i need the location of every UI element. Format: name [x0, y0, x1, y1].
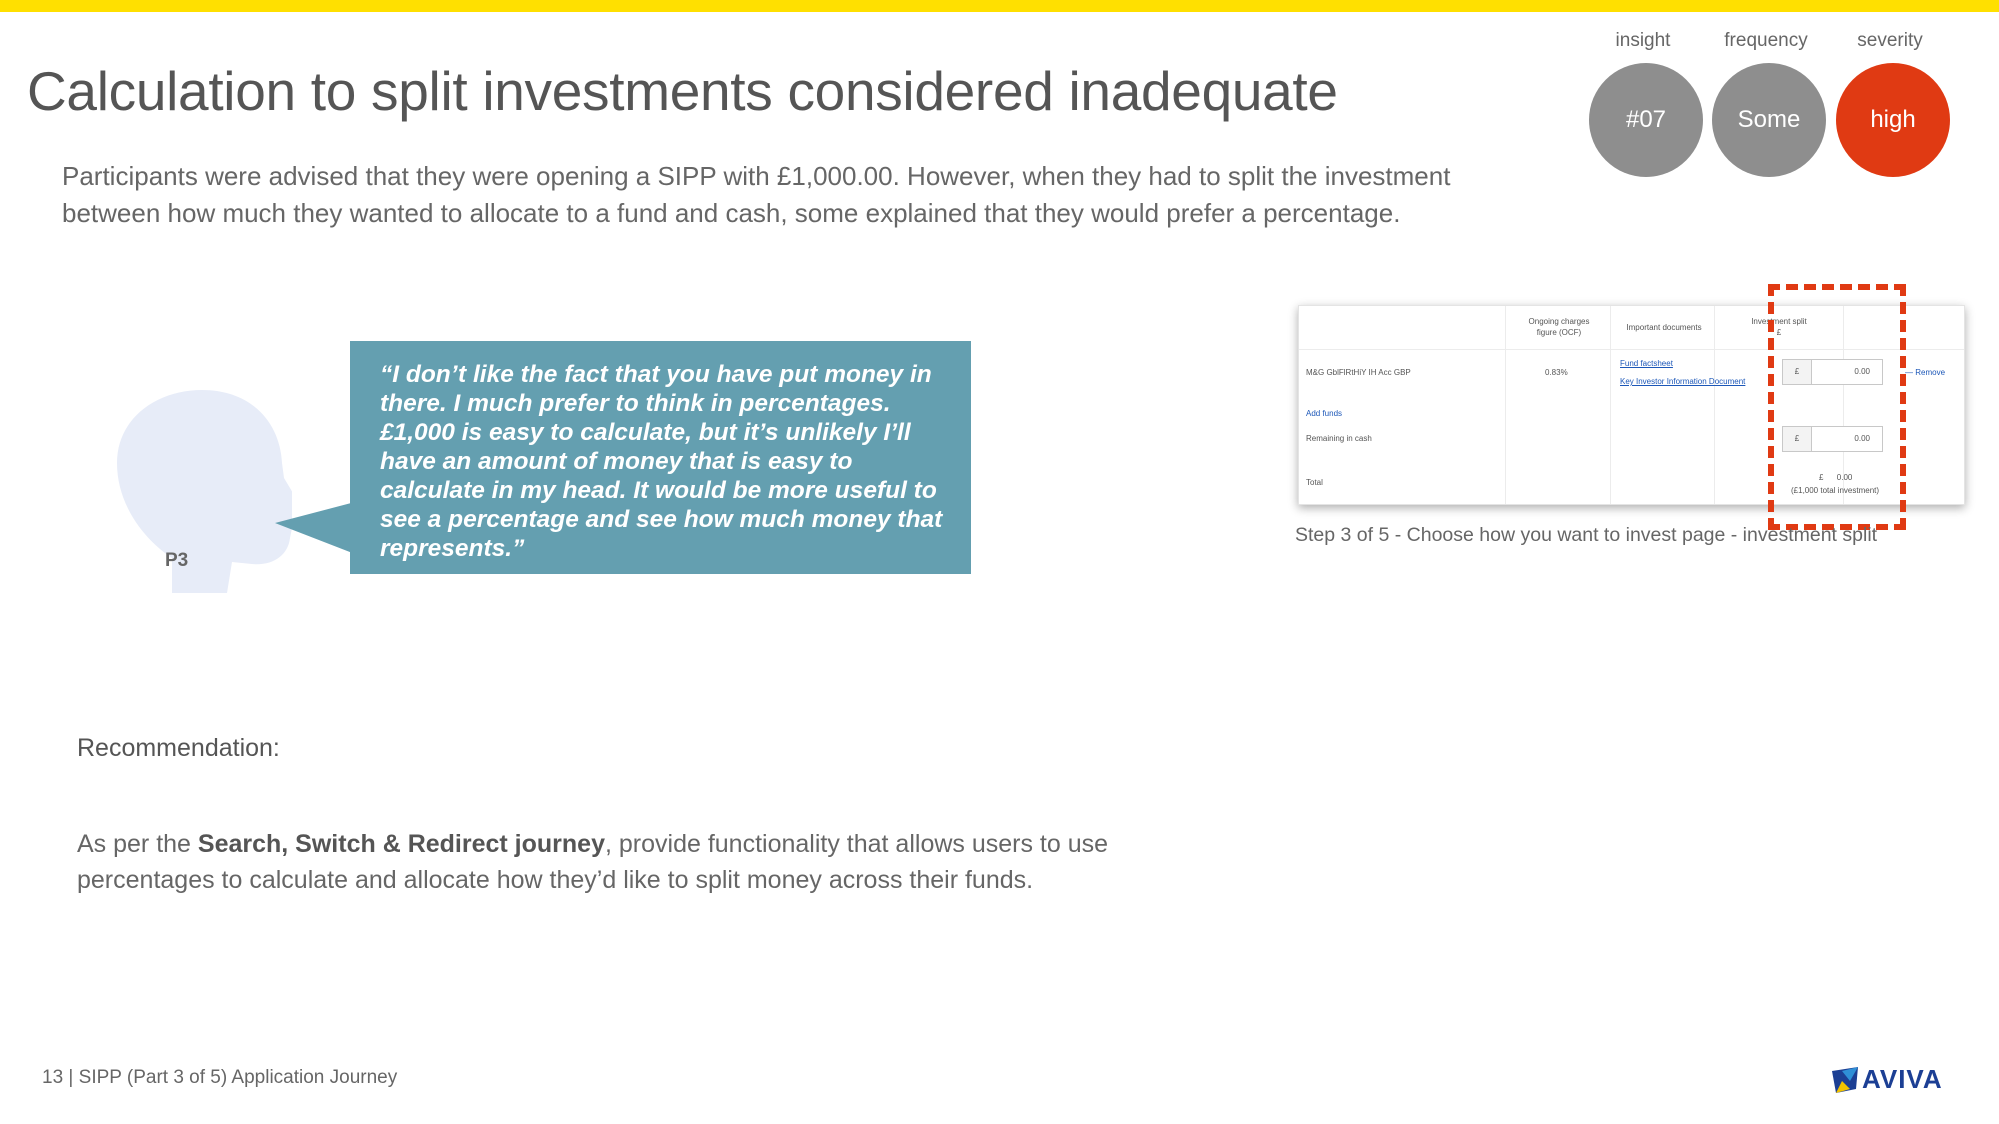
recommendation-prefix: As per the — [77, 830, 198, 858]
insight-value: #07 — [1625, 106, 1667, 133]
fund-factsheet-link[interactable]: Fund factsheet — [1620, 359, 1673, 368]
header-split-label: Investment split — [1751, 317, 1807, 326]
header-split-unit: £ — [1776, 328, 1782, 337]
page-number: 13 — [42, 1067, 64, 1088]
logo-text: AVIVA — [1862, 1064, 1943, 1094]
footer-separator: | — [68, 1067, 74, 1088]
severity-badge — [1836, 63, 1950, 177]
fund-amount-value: 0.00 — [1854, 367, 1870, 376]
total-note: (£1,000 total investment) — [1791, 486, 1880, 495]
recommendation-label: Recommendation: — [77, 734, 280, 762]
aviva-logo — [1832, 1064, 1943, 1095]
header-documents: Important documents — [1626, 323, 1702, 332]
remaining-cash-value: 0.00 — [1854, 434, 1870, 443]
participant-quote: “I don’t like the fact that you have put money in there. I much prefer to think in percentages. £1,000 is easy to calculate, but it’s unlikely I’ll have an amount of money that is easy to calculate in my head. It would be more useful to see a percentage and see how much money that represents.” — [380, 361, 943, 562]
frequency-badge — [1712, 63, 1826, 177]
page-title: Calculation to split investments considered inadequate — [27, 59, 1338, 122]
recommendation-text — [77, 826, 1117, 898]
insight-label: insight — [1615, 30, 1671, 51]
fund-name: M&G GblFlRtHiY IH Acc GBP — [1306, 368, 1411, 377]
header-ocf: Ongoing charges figure (OCF) — [1528, 317, 1590, 337]
participant-id: P3 — [165, 550, 189, 571]
column-divider — [1610, 306, 1611, 504]
column-divider — [1714, 306, 1715, 504]
remove-fund-link[interactable]: — Remove — [1905, 368, 1946, 377]
total-amount: 0.00 — [1836, 473, 1853, 482]
participant-head-icon — [112, 388, 292, 593]
highlight-dashed-box — [1768, 284, 1906, 530]
severity-label: severity — [1857, 30, 1923, 51]
footer-text: SIPP (Part 3 of 5) Application Journey — [78, 1067, 398, 1088]
fund-ocf: 0.83% — [1545, 368, 1568, 377]
frequency-label: frequency — [1724, 30, 1808, 51]
total-label: Total — [1306, 478, 1323, 487]
remove-label: Remove — [1915, 368, 1946, 377]
total-currency: £ — [1819, 473, 1824, 482]
add-funds-link[interactable]: Add funds — [1306, 409, 1343, 418]
column-divider — [1505, 306, 1506, 504]
severity-value: high — [1870, 106, 1916, 133]
frequency-value: Some — [1737, 106, 1801, 133]
footer — [42, 1067, 397, 1089]
screenshot-caption: Step 3 of 5 - Choose how you want to invest page - investment split — [1295, 524, 1878, 546]
recommendation-suffix: , provide functionality that allows users to use percentages to calculate and allocate how they’d like to split money across their funds. — [77, 830, 1109, 894]
insight-badge — [1589, 63, 1703, 177]
aviva-flag-icon — [1832, 1067, 1858, 1093]
recommendation-journey: Search, Switch & Redirect journey — [197, 830, 605, 858]
intro-paragraph: Participants were advised that they were opening a SIPP with £1,000.00. However, when they had to split the investment between how much they wanted to allocate to a fund and cash, some explained that they would prefer a percentage. — [62, 161, 1451, 228]
top-accent-bar — [0, 0, 1999, 12]
speech-bubble-tail — [275, 502, 355, 554]
remaining-cash-label: Remaining in cash — [1306, 434, 1372, 443]
currency-prefix: £ — [1783, 427, 1812, 451]
kiid-link[interactable]: Key Investor Information Document — [1620, 377, 1746, 386]
currency-prefix: £ — [1783, 360, 1812, 384]
